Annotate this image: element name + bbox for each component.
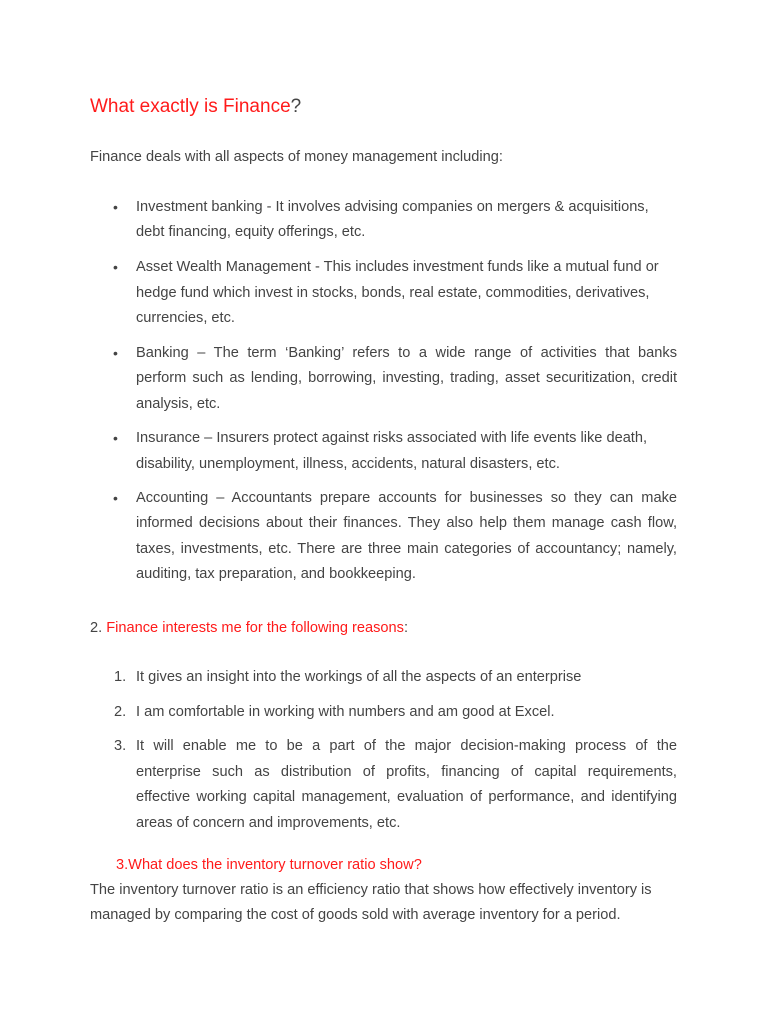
- bullet-line: taxes, investments, etc. There are three main categories of accountancy; namely,: [136, 541, 677, 557]
- bullet-icon: •: [113, 430, 118, 446]
- section-3-line: The inventory turnover ratio is an efficiency ratio that shows how effectively inventory is: [90, 882, 652, 898]
- bullet-icon: •: [113, 345, 118, 361]
- bullet-icon: •: [113, 490, 118, 506]
- bullet-line: Accounting – Accountants prepare accounts for businesses so they can make: [136, 490, 677, 506]
- title-text: What exactly is Finance: [90, 96, 291, 117]
- bullet-line: debt financing, equity offerings, etc.: [136, 224, 366, 240]
- list-item-line: It gives an insight into the workings of all the aspects of an enterprise: [136, 669, 582, 685]
- bullet-line: Asset Wealth Management - This includes investment funds like a mutual fund or: [136, 259, 659, 275]
- list-item-line: effective working capital management, evaluation of performance, and identifying: [136, 789, 677, 805]
- section-number: 2.: [90, 620, 107, 636]
- bullet-line: auditing, tax preparation, and bookkeeping.: [136, 566, 416, 582]
- intro-text: Finance deals with all aspects of money management including:: [90, 149, 503, 165]
- title-question-mark: ?: [290, 96, 302, 117]
- list-number: 2.: [114, 704, 127, 720]
- bullet-line: Investment banking - It involves advising companies on mergers & acquisitions,: [136, 199, 649, 215]
- bullet-icon: •: [113, 259, 118, 275]
- list-item-line: enterprise such as distribution of profits, financing of capital requirements,: [136, 764, 677, 780]
- section-3-heading: 3.What does the inventory turnover ratio show?: [116, 857, 422, 873]
- bullet-line: analysis, etc.: [136, 396, 221, 412]
- section-colon: :: [403, 620, 408, 636]
- bullet-line: Banking – The term ‘Banking’ refers to a wide range of activities that banks: [136, 345, 677, 361]
- bullet-line: currencies, etc.: [136, 310, 235, 326]
- bullet-line: hedge fund which invest in stocks, bonds, real estate, commodities, derivatives,: [136, 285, 650, 301]
- list-item-line: It will enable me to be a part of the major decision-making process of the: [136, 738, 677, 754]
- section-3-line: managed by comparing the cost of goods sold with average inventory for a period.: [90, 907, 621, 923]
- section-title: Finance interests me for the following reasons: [106, 620, 404, 636]
- bullet-line: informed decisions about their finances. They also help them manage cash flow,: [136, 515, 677, 531]
- list-item-line: I am comfortable in working with numbers and am good at Excel.: [136, 704, 555, 720]
- bullet-line: Insurance – Insurers protect against risks associated with life events like death,: [136, 430, 648, 446]
- bullet-line: perform such as lending, borrowing, investing, trading, asset securitization, credit: [136, 370, 677, 386]
- list-item-line: areas of concern and improvements, etc.: [136, 815, 401, 831]
- list-number: 1.: [114, 669, 127, 685]
- section-2-heading: [90, 619, 408, 637]
- bullet-line: disability, unemployment, illness, accidents, natural disasters, etc.: [136, 456, 560, 472]
- bullet-icon: •: [113, 199, 118, 215]
- list-number: 3.: [114, 738, 127, 754]
- page-title: [90, 95, 301, 119]
